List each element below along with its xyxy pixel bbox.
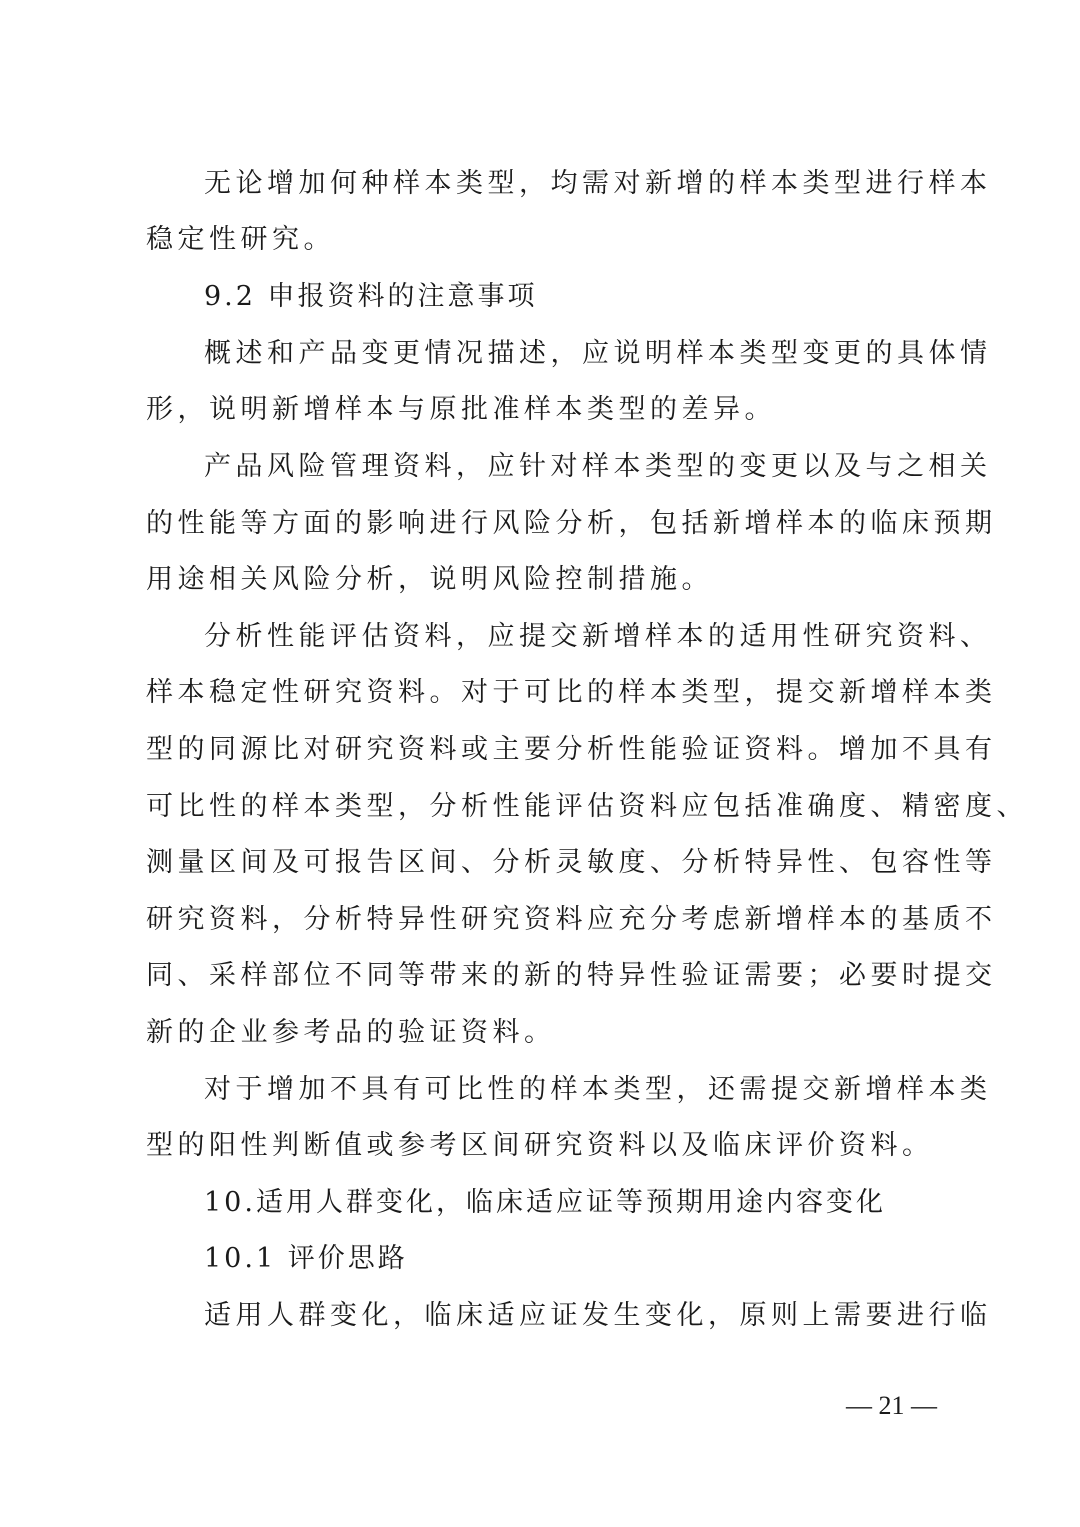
paragraph-line: 型的同源比对研究资料或主要分析性能验证资料。增加不具有 xyxy=(146,734,997,765)
section-heading-9-2: 9.2 申报资料的注意事项 xyxy=(204,281,538,312)
paragraph-line: 研究资料，分析特异性研究资料应充分考虑新增样本的基质不 xyxy=(146,904,997,935)
paragraph-line: 概述和产品变更情况描述，应说明样本类型变更的具体情 xyxy=(204,338,992,369)
paragraph-line: 测量区间及可报告区间、分析灵敏度、分析特异性、包容性等 xyxy=(146,847,997,878)
paragraph-line: 可比性的样本类型，分析性能评估资料应包括准确度、精密度、 xyxy=(146,791,1028,822)
paragraph-line: 稳定性研究。 xyxy=(146,224,335,255)
section-heading-10-1: 10.1 评价思路 xyxy=(204,1243,408,1274)
paragraph-line: 样本稳定性研究资料。对于可比的样本类型，提交新增样本类 xyxy=(146,677,997,708)
paragraph-line: 对于增加不具有可比性的样本类型，还需提交新增样本类 xyxy=(204,1074,992,1105)
page-number: — 21 — xyxy=(846,1391,937,1420)
section-heading-10: 10.适用人群变化，临床适应证等预期用途内容变化 xyxy=(204,1187,886,1218)
paragraph-line: 分析性能评估资料，应提交新增样本的适用性研究资料、 xyxy=(204,621,992,652)
paragraph-line: 适用人群变化，临床适应证发生变化，原则上需要进行临 xyxy=(204,1300,992,1331)
paragraph-line: 无论增加何种样本类型，均需对新增的样本类型进行样本 xyxy=(204,168,992,199)
paragraph-line: 同、采样部位不同等带来的新的特异性验证需要；必要时提交 xyxy=(146,960,997,991)
paragraph-line: 的性能等方面的影响进行风险分析，包括新增样本的临床预期 xyxy=(146,508,997,539)
paragraph-line: 新的企业参考品的验证资料。 xyxy=(146,1017,556,1048)
paragraph-line: 用途相关风险分析，说明风险控制措施。 xyxy=(146,564,713,595)
paragraph-line: 产品风险管理资料，应针对样本类型的变更以及与之相关 xyxy=(204,451,992,482)
paragraph-line: 型的阳性判断值或参考区间研究资料以及临床评价资料。 xyxy=(146,1130,934,1161)
paragraph-line: 形，说明新增样本与原批准样本类型的差异。 xyxy=(146,394,776,425)
